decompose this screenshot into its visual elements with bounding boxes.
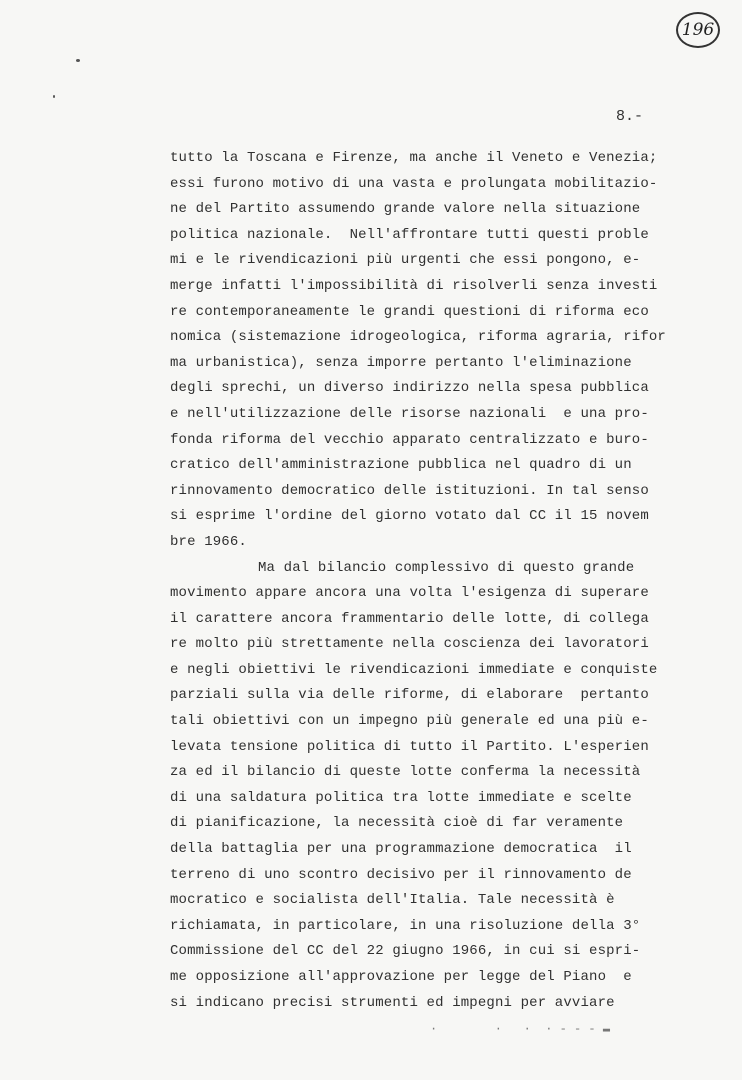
text-line: rinnovamento democratico delle istituzioni. In tal senso — [170, 482, 649, 499]
typed-text-body — [170, 146, 670, 1016]
text-line: tutto la Toscana e Firenze, ma anche il Veneto e Venezia; — [170, 150, 658, 166]
text-line: movimento appare ancora una volta l'esigenza di superare — [170, 585, 649, 602]
text-line: re contemporaneamente le grandi questioni di riforma eco — [170, 303, 649, 320]
text-line: parziali sulla via delle riforme, di elaborare pertanto — [170, 687, 649, 704]
scan-speck — [76, 59, 80, 62]
text-line: di pianificazione, la necessità cioè di far veramente — [170, 815, 624, 832]
text-line: si esprime l'ordine del giorno votato dal CC il 15 novem — [170, 508, 649, 525]
page-number: 8.- — [616, 108, 644, 125]
text-line: re molto più strettamente nella coscienza dei lavoratori — [170, 636, 649, 653]
archive-stamp-label: 196 — [681, 20, 715, 40]
text-line: tali obiettivi con un impegno più generale ed una più e- — [170, 713, 649, 730]
text-line: richiamata, in particolare, in una risoluzione della 3° — [170, 917, 641, 934]
text-line: cratico dell'amministrazione pubblica nel quadro di un — [170, 457, 632, 474]
text-line: il carattere ancora frammentario delle lotte, di collega — [170, 610, 649, 627]
text-line: mi e le rivendicazioni più urgenti che essi pongono, e- — [170, 252, 641, 269]
archive-stamp — [676, 12, 720, 48]
text-line: Ma dal bilancio complessivo di questo grande — [258, 559, 635, 576]
bottom-scan-marks: · · · · ‑ ‑ ‑ ▬ — [430, 1022, 611, 1036]
text-line: della battaglia per una programmazione democratica il — [170, 841, 632, 858]
text-line: me opposizione all'approvazione per legge del Piano e — [170, 969, 632, 985]
text-line: fonda riforma del vecchio apparato centralizzato e buro- — [170, 431, 649, 448]
text-line: nomica (sistemazione idrogeologica, riforma agraria, rifor — [170, 329, 666, 346]
text-line: degli sprechi, un diverso indirizzo nella spesa pubblica — [170, 380, 649, 397]
text-line: politica nazionale. Nell'affrontare tutti questi proble — [170, 226, 649, 243]
text-line: za ed il bilancio di queste lotte conferma la necessità — [170, 764, 641, 781]
scan-speck — [53, 95, 55, 98]
text-line: e negli obiettivi le rivendicazioni immediate e conquiste — [170, 661, 658, 678]
text-line: mocratico e socialista dell'Italia. Tale necessità è — [170, 892, 615, 909]
text-line: essi furono motivo di una vasta e prolungata mobilitazio- — [170, 175, 658, 192]
text-line: di una saldatura politica tra lotte immediate e scelte — [170, 789, 632, 806]
text-line: bre 1966. — [170, 533, 247, 550]
text-line: ma urbanistica), senza imporre pertanto l'eliminazione — [170, 354, 632, 371]
text-line: ne del Partito assumendo grande valore nella situazione — [170, 201, 641, 218]
text-line: si indicano precisi strumenti ed impegni per avviare — [170, 994, 615, 1011]
text-line: e nell'utilizzazione delle risorse nazionali e una pro- — [170, 405, 649, 422]
text-line: merge infatti l'impossibilità di risolverli senza investi — [170, 277, 658, 294]
text-line: terreno di uno scontro decisivo per il rinnovamento de — [170, 866, 632, 883]
text-line: levata tensione politica di tutto il Partito. L'esperien — [170, 738, 649, 755]
text-line: Commissione del CC del 22 giugno 1966, in cui si espri- — [170, 943, 641, 960]
